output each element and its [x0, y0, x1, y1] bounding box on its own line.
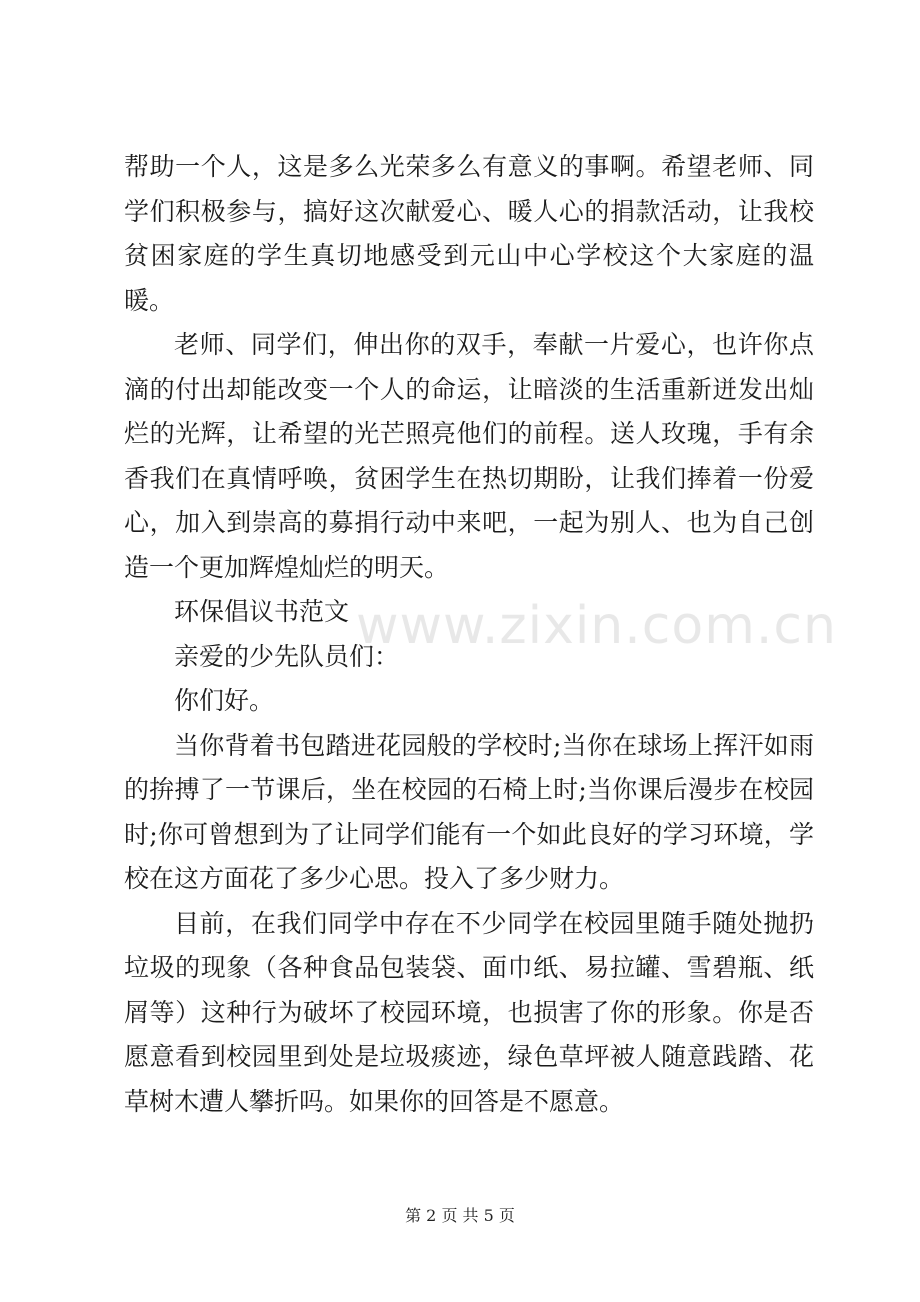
salutation: 亲爱的少先队员们：: [174, 641, 400, 671]
page-footer: 第 2 页 共 5 页: [405, 1206, 515, 1225]
paragraph-donation-closing: 帮助一个人，这是多么光荣多么有意义的事啊。希望老师、同学们积极参与，搞好这次献爱心、暖人心的捐款活动，让我校贫困家庭的学生真切地感受到元山中心学校这个大家庭的温暖。: [124, 152, 814, 315]
section-title: 环保倡议书范文: [174, 597, 350, 626]
greeting: 你们好。: [174, 686, 275, 715]
paragraph-donation-appeal: 老师、同学们，伸出你的双手，奉献一片爱心，也许你点滴的付出却能改变一个人的命运，让暗淡的生活重新迸发出灿烂的光辉，让希望的光芒照亮他们的前程。送人玫瑰，手有余香我们在真情呼唤，贫困学生在热切期盼，让我们捧着一份爱心，加入到崇高的募捐行动中来吧，一起为别人、也为自己创造一个更加辉煌灿烂的明天。: [124, 330, 814, 582]
watermark: www.zixin.com.cn: [356, 596, 837, 656]
paragraph-campus: 当你背着书包踏进花园般的学校时;当你在球场上挥汗如雨的拚搏了一节课后，坐在校园的石椅上时;当你课后漫步在校园时;你可曾想到为了让同学们能有一个如此良好的学习环境，学校在这方面花了多少心思。投入了多少财力。: [124, 730, 814, 893]
paragraph-litter: 目前，在我们同学中存在不少同学在校园里随手随处抛扔垃圾的现象（各种食品包装袋、面巾纸、易拉罐、雪碧瓶、纸屑等）这种行为破坏了校园环境，也损害了你的形象。你是否愿意看到校园里到处是垃圾痰迹，绿色草坪被人随意践踏、花草树木遭人攀折吗。如果你的回答是不愿意。: [124, 908, 814, 1116]
